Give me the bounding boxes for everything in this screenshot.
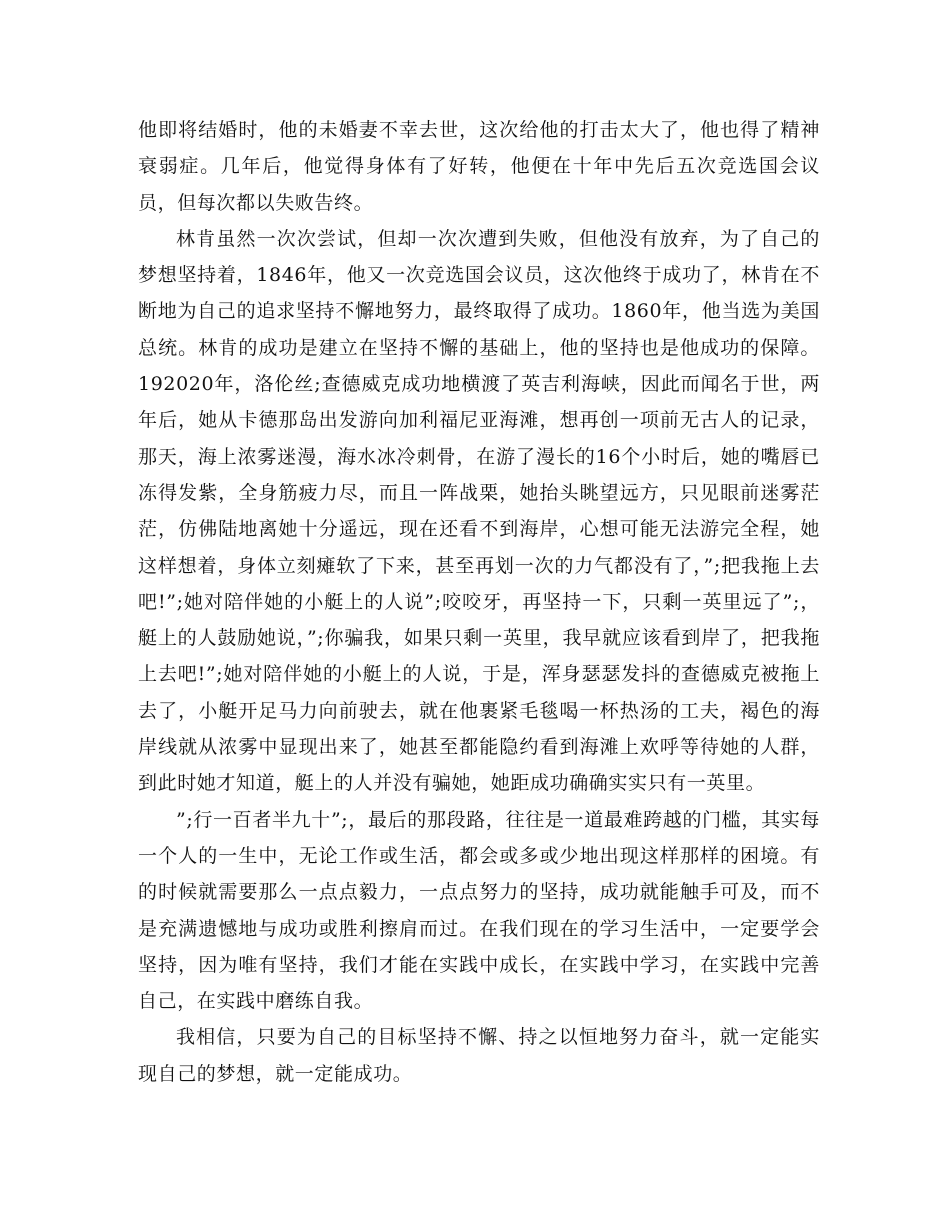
paragraph-lincoln-chadwick: 林肯虽然一次次尝试，但却一次次遭到失败，但他没有放弃，为了自己的梦想坚持着，1846年，他又一次竞选国会议员，这次他终于成功了，林肯在不断地为自己的追求坚持不懈地努力，最终取得了成功。1860年，他当选为美国总统。林肯的成功是建立在坚持不懈的基础上，他的坚持也是他成功的保障。192020年，洛伦丝;查德威克成功地横渡了英吉利海峡，因此而闻名于世，两年后，她从卡德那岛出发游向加利福尼亚海滩，想再创一项前无古人的记录，那天，海上浓雾迷漫，海水冰冷刺骨，在游了漫长的16个小时后，她的嘴唇已冻得发紫，全身筋疲力尽，而且一阵战栗，她抬头眺望远方，只见眼前迷雾茫茫，仿佛陆地离她十分遥远，现在还看不到海岸，心想可能无法游完全程，她这样想着，身体立刻瘫软了下来，甚至再划一次的力气都没有了，”;把我拖上去吧!”;她对陪伴她的小艇上的人说”;咬咬牙，再坚持一下，只剩一英里远了”;，艇上的人鼓励她说，”;你骗我，如果只剩一英里，我早就应该看到岸了，把我拖上去吧!”;她对陪伴她的小艇上的人说，于是，浑身瑟瑟发抖的查德威克被拖上去了，小艇开足马力向前驶去，就在他裹紧毛毯喝一杯热汤的工夫，褐色的海岸线就从浓雾中显现出来了，她甚至都能隐约看到海滩上欢呼等待她的人群，到此时她才知道，艇上的人并没有骗她，她距成功确确实实只有一英里。 [138,227,820,795]
document-body [138,112,820,1092]
paragraph-persistence: ”;行一百者半九十”;，最后的那段路，往往是一道最难跨越的门槛，其实每一个人的一生中，无论工作或生活，都会或多或少地出现这样那样的困境。有的时候就需要那么一点点毅力，一点点努力的坚持，成功就能触手可及，而不是充满遗憾地与成功或胜利擦肩而过。在我们现在的学习生活中，一定要学会坚持，因为唯有坚持，我们才能在实践中成长，在实践中学习，在实践中完善自己，在实践中磨练自我。 [138,808,820,1013]
paragraph-conclusion: 我相信，只要为自己的目标坚持不懈、持之以恒地努力奋斗，就一定能实现自己的梦想，就一定能成功。 [138,1026,820,1085]
paragraph-continuation: 他即将结婚时，他的未婚妻不幸去世，这次给他的打击太大了，他也得了精神衰弱症。几年后，他觉得身体有了好转，他便在十年中先后五次竞选国会议员，但每次都以失败告终。 [138,119,820,214]
